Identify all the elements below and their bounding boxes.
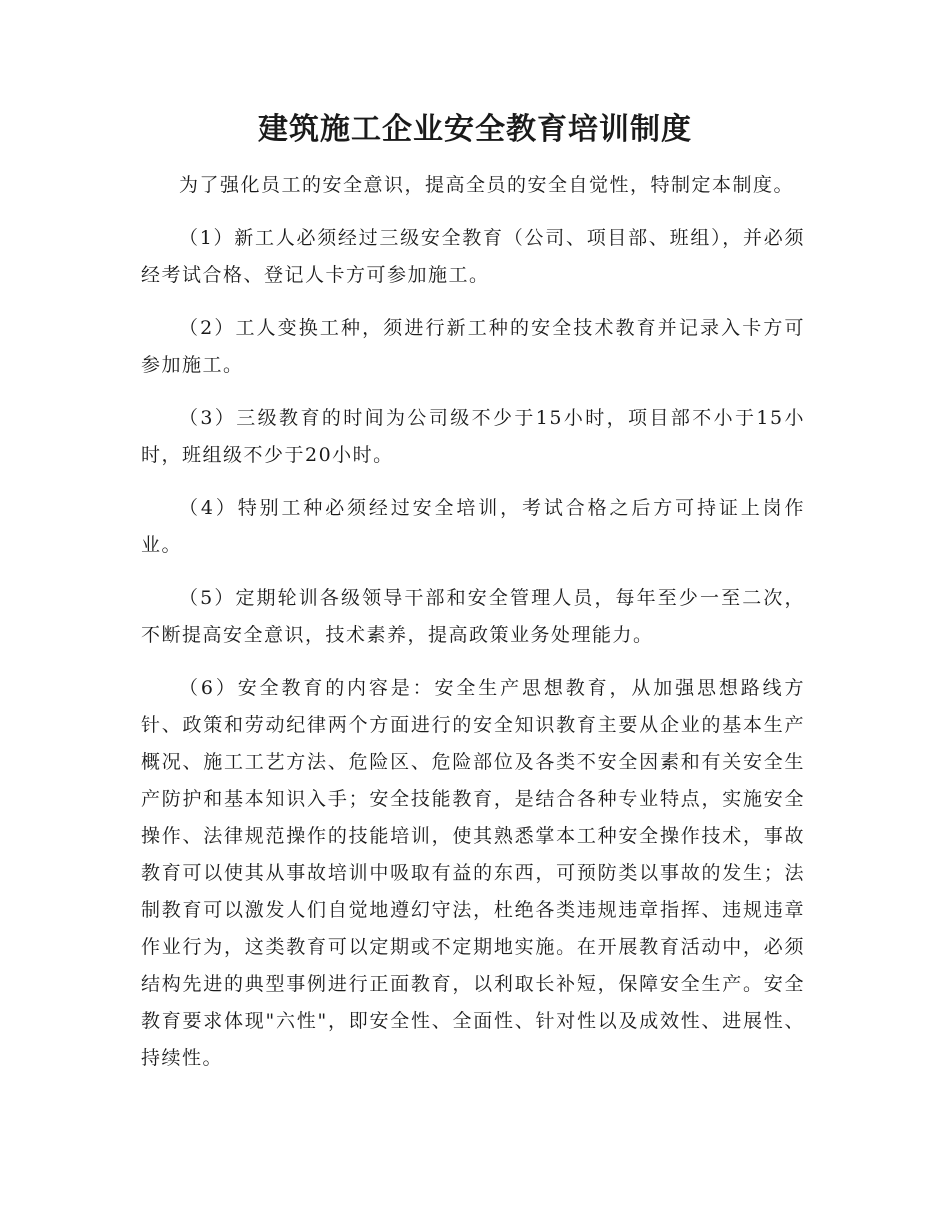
paragraph-4: （4）特别工种必须经过安全培训，考试合格之后方可持证上岗作业。 [141,497,805,556]
paragraph-2: （2）工人变换工种，须进行新工种的安全技术教育并记录入卡方可参加施工。 [141,317,805,376]
paragraph-intro: 为了强化员工的安全意识，提高全员的安全自觉性，特制定本制度。 [179,174,795,196]
paragraph-3: （3）三级教育的时间为公司级不少于15小时，项目部不小于15小时，班组级不少于20小时。 [141,407,805,466]
paragraph-5: （5）定期轮训各级领导干部和安全管理人员，每年至少一至二次，不断提高安全意识，技术素养，提高政策业务处理能力。 [141,587,805,646]
paragraph-1: （1）新工人必须经过三级安全教育（公司、项目部、班组），并必须经考试合格、登记人卡方可参加施工。 [141,227,805,286]
document-body [141,167,805,1093]
document-title: 建筑施工企业安全教育培训制度 [258,112,692,147]
paragraph-6: （6）安全教育的内容是：安全生产思想教育，从加强思想路线方针、政策和劳动纪律两个方面进行的安全知识教育主要从企业的基本生产概况、施工工艺方法、危险区、危险部位及各类不安全因素和有关安全生产防护和基本知识入手；安全技能教育，是结合各种专业特点，实施安全操作、法律规范操作的技能培训，使其熟悉掌本工种安全操作技术，事故教育可以使其从事故培训中吸取有益的东西，可预防类以事故的发生；法制教育可以激发人们自觉地遵幻守法，杜绝各类违规违章指挥、违规违章作业行为，这类教育可以定期或不定期地实施。在开展教育活动中，必须结构先进的典型事例进行正面教育，以利取长补短，保障安全生产。安全教育要求体现"六性"，即安全性、全面性、针对性以及成效性、进展性、持续性。 [141,677,805,1069]
